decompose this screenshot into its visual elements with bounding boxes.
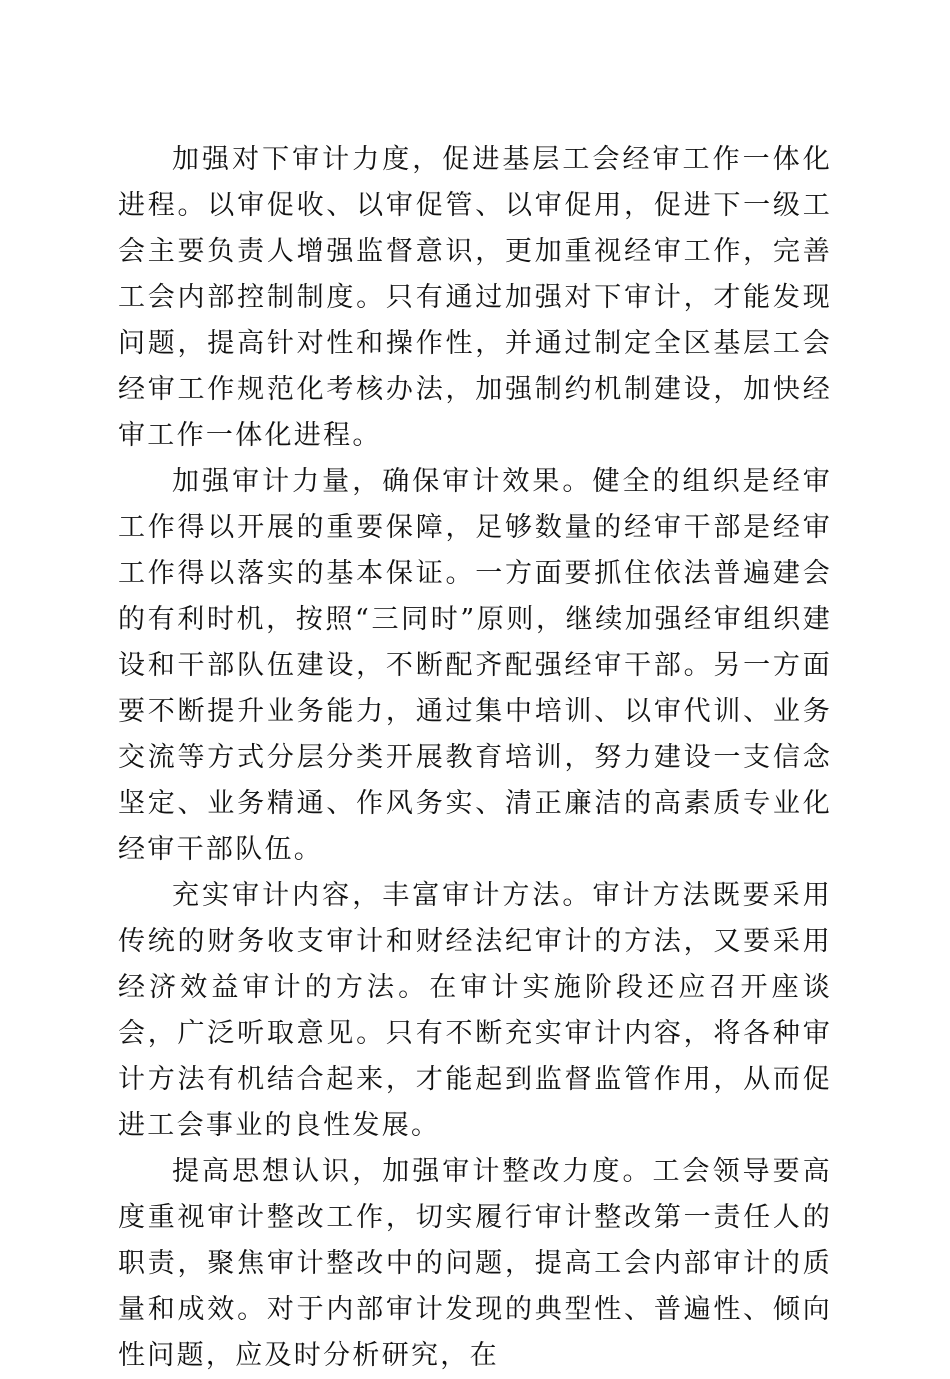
paragraph-audit-rectification: 提高思想认识，加强审计整改力度。工会领导要高度重视审计整改工作，切实履行审计整改第一责任人的职责，聚焦审计整改中的问题，提高工会内部审计的质量和成效。对于内部审计发现的典型性、普遍性、倾向性问题，应及时分析研究，在 — [118, 1156, 832, 1371]
paragraph-audit-strength: 加强对下审计力度，促进基层工会经审工作一体化进程。以审促收、以审促管、以审促用，促进下一级工会主要负责人增强监督意识，更加重视经审工作，完善工会内部控制制度。只有通过加强对下审计，才能发现问题，提高针对性和操作性，并通过制定全区基层工会经审工作规范化考核办法，加强制约机制建设，加快经审工作一体化进程。 — [118, 144, 832, 451]
document-body — [118, 137, 832, 1379]
paragraph-audit-force: 加强审计力量，确保审计效果。健全的组织是经审工作得以开展的重要保障，足够数量的经审干部是经审工作得以落实的基本保证。一方面要抓住依法普遍建会的有利时机，按照“三同时”原则，继续加强经审组织建设和干部队伍建设，不断配齐配强经审干部。另一方面要不断提升业务能力，通过集中培训、以审代训、业务交流等方式分层分类开展教育培训，努力建设一支信念坚定、业务精通、作风务实、清正廉洁的高素质专业化经审干部队伍。 — [118, 466, 832, 865]
paragraph-audit-methods: 充实审计内容，丰富审计方法。审计方法既要采用传统的财务收支审计和财经法纪审计的方法，又要采用经济效益审计的方法。在审计实施阶段还应召开座谈会，广泛听取意见。只有不断充实审计内容，将各种审计方法有机结合起来，才能起到监督监管作用，从而促进工会事业的良性发展。 — [118, 880, 832, 1141]
